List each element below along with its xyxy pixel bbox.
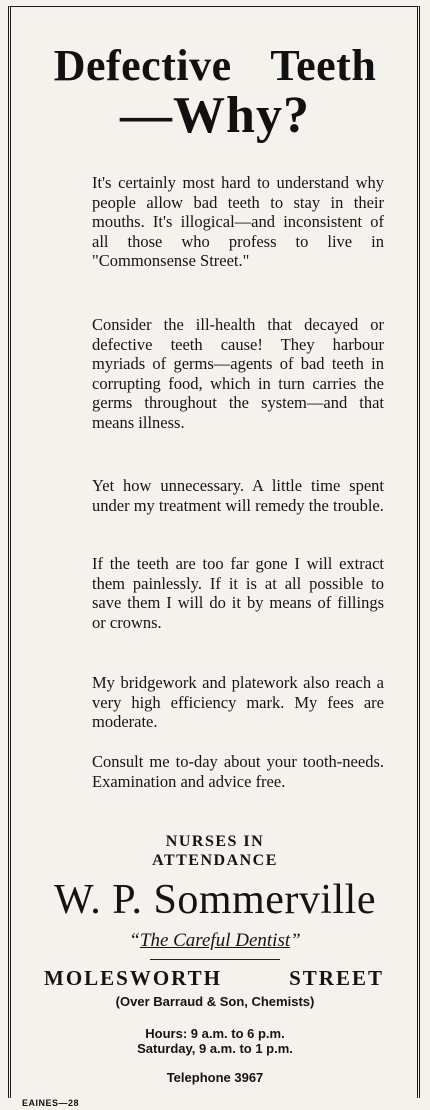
footer-code: EAINES—28: [22, 1098, 80, 1108]
tagline-open-quote: “: [129, 930, 140, 951]
tagline-text: The Careful Dentist: [139, 930, 291, 951]
nurses-line-1: NURSES IN: [165, 833, 265, 850]
paragraph-1: It's certainly most hard to understand why people allow bad teeth to stay in their mouths. It's illogical—and inconsistent of all those who profess to live in "Commonsense Street.": [92, 173, 384, 270]
headline-line-2: —Why?: [120, 87, 310, 144]
paragraph-6: Consult me to-day about your tooth-needs. Examination and advice free.: [92, 752, 384, 791]
paragraph-5: My bridgework and platework also reach a very high efficiency mark. My fees are moderate.: [92, 673, 384, 731]
dentist-name: W. P. Sommerville: [54, 877, 376, 923]
tagline-close-quote: ”: [290, 930, 301, 951]
divider-rule: [150, 959, 280, 960]
telephone-number: Telephone 3967: [166, 1070, 264, 1085]
street-address: [44, 966, 384, 991]
hours-saturday: Saturday, 9 a.m. to 1 p.m.: [137, 1041, 293, 1056]
paragraph-2: Consider the ill-health that decayed or defective teeth cause! They harbour myriads of germs—agents of bad teeth in corrupting food, which in turn carries the germs throughout the system—and that means illness.: [92, 315, 384, 432]
headline-line-1: Defective Teeth: [53, 41, 377, 90]
street-word-1: MOLESWORTH: [44, 966, 222, 990]
hours-weekday: Hours: 9 a.m. to 6 p.m.: [145, 1026, 285, 1041]
paragraph-4: If the teeth are too far gone I will extract them painlessly. If it is at all possible to save them I will do it by means of fillings or crowns.: [92, 554, 384, 632]
location-note: (Over Barraud & Son, Chemists): [115, 994, 315, 1009]
tagline: [0, 930, 430, 952]
street-word-2: STREET: [289, 966, 384, 990]
opening-hours: [0, 1026, 430, 1056]
nurses-notice: [0, 832, 430, 870]
paragraph-3: Yet how unnecessary. A little time spent under my treatment will remedy the trouble.: [92, 476, 384, 515]
nurses-line-2: ATTENDANCE: [152, 852, 278, 869]
